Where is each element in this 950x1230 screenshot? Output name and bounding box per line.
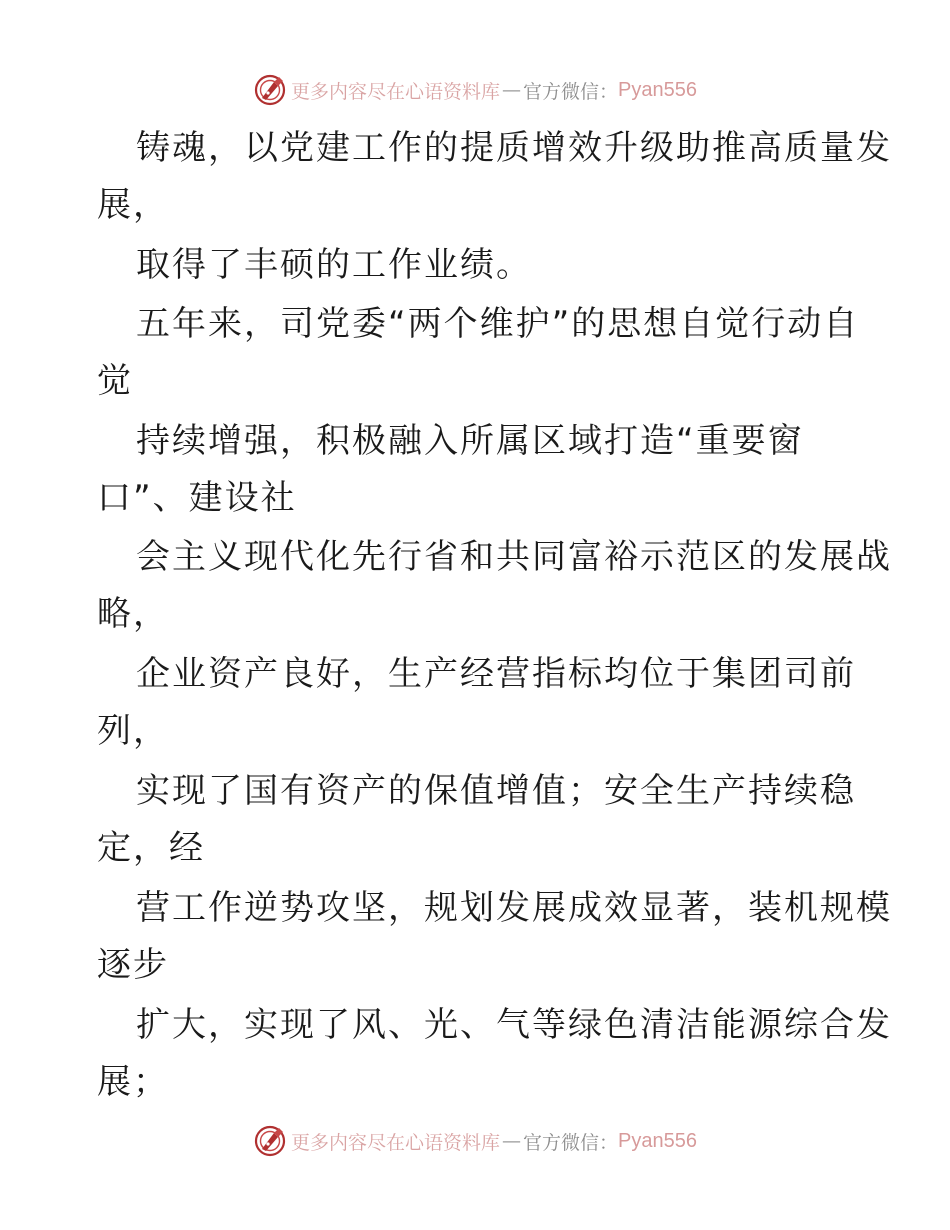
text-line: 觉	[97, 361, 133, 401]
text-line: 企业资产良好，生产经营指标均位于集团司前	[136, 654, 856, 694]
pen-nib-logo-icon	[253, 73, 287, 107]
text-line: 会主义现代化先行省和共同富裕示范区的发展战	[136, 537, 892, 577]
text-line: 展；	[97, 1062, 169, 1102]
site-name: 更多内容尽在心语资料库	[291, 80, 501, 103]
text-line: 略，	[97, 594, 169, 634]
site-name: 更多内容尽在心语资料库	[291, 1131, 501, 1154]
wechat-handle: Pyan556	[618, 1129, 697, 1152]
text-line: 五年来，司党委“两个维护”的思想自觉行动自	[136, 304, 860, 344]
pen-nib-logo-icon	[253, 1124, 287, 1158]
text-line: 扩大，实现了风、光、气等绿色清洁能源综合发	[136, 1005, 892, 1045]
text-line: 展，	[97, 185, 169, 225]
text-line: 定，经	[97, 828, 205, 868]
header-banner	[0, 72, 950, 108]
text-line: 营工作逆势攻坚，规划发展成效显著，装机规模	[136, 888, 892, 928]
text-line: 逐步	[97, 945, 169, 985]
banner-separator: —	[502, 1130, 522, 1152]
text-line: 列，	[97, 711, 169, 751]
wechat-label: 官方微信：	[523, 1131, 619, 1154]
footer-banner	[0, 1123, 950, 1159]
text-line: 铸魂，以党建工作的提质增效升级助推高质量发	[136, 128, 892, 168]
wechat-handle: Pyan556	[618, 78, 697, 101]
text-line: 取得了丰硕的工作业绩。	[136, 245, 532, 285]
banner-separator: —	[502, 79, 522, 101]
text-line: 口”、建设社	[97, 478, 297, 518]
text-line: 实现了国有资产的保值增值；安全生产持续稳	[136, 771, 856, 811]
wechat-label: 官方微信：	[523, 80, 619, 103]
text-line: 持续增强，积极融入所属区域打造“重要窗	[136, 421, 804, 461]
